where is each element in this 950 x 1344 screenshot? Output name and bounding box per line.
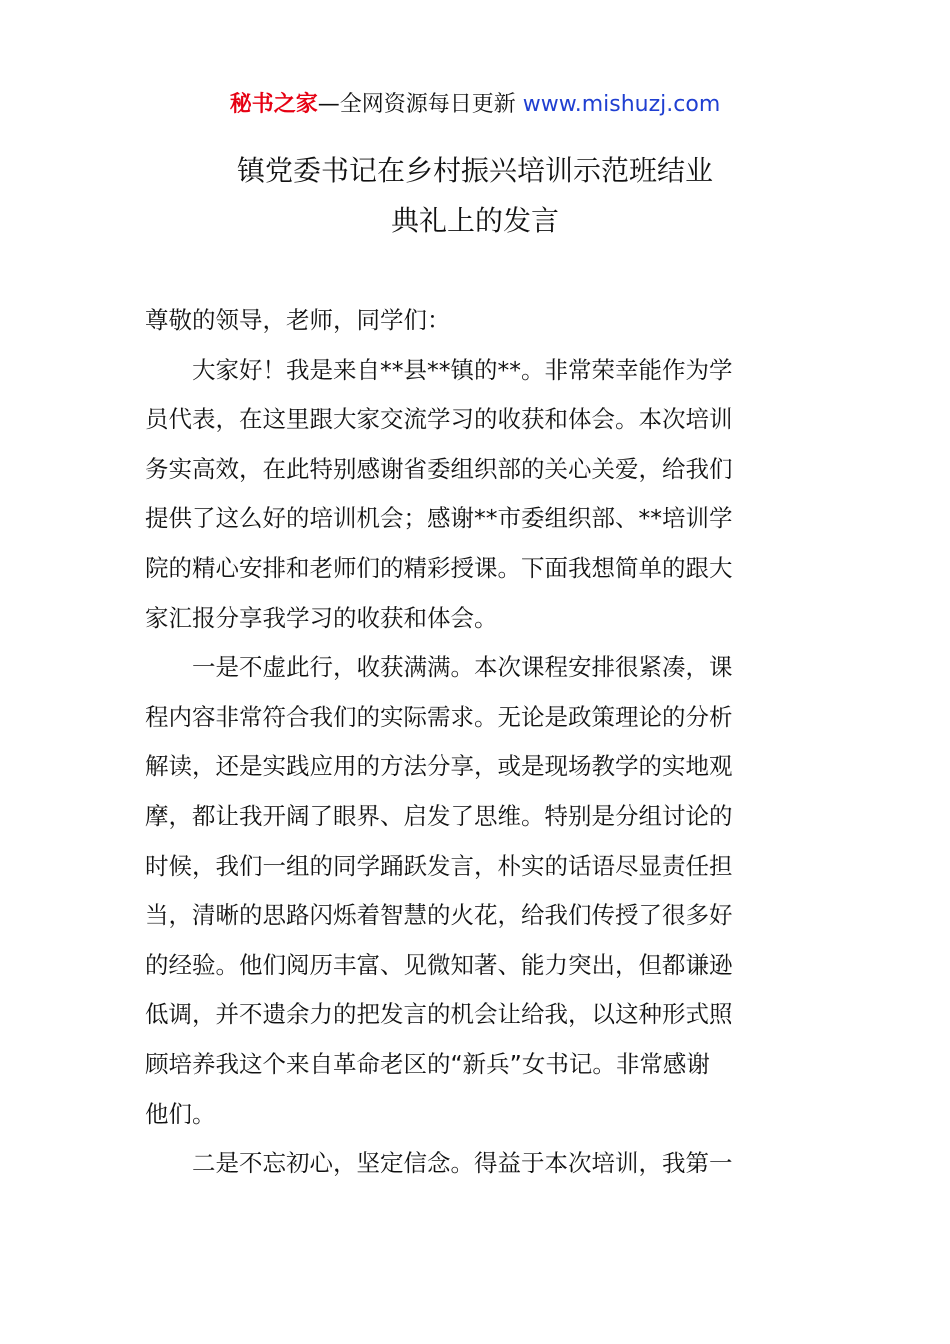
header-tagline: —全网资源每日更新 — [317, 92, 516, 117]
text-line: 务实高效，在此特别感谢省委组织部的关心关爱，给我们 — [145, 454, 733, 483]
text-line: 的经验。他们阅历丰富、见微知著、能力突出，但都谦逊 — [145, 950, 733, 979]
text-line: 摩，都让我开阔了眼界、启发了思维。特别是分组讨论的 — [145, 801, 733, 830]
text-line: 二是不忘初心，坚定信念。得益于本次培训，我第一 — [145, 1149, 733, 1178]
text-line: 顾培养我这个来自革命老区的“新兵”女书记。非常感谢 — [145, 1049, 710, 1078]
text-line: 时候，我们一组的同学踊跃发言，朴实的话语尽显责任担 — [145, 851, 733, 880]
site-header — [0, 88, 950, 122]
text-line: 大家好！我是来自**县**镇的**。非常荣幸能作为学 — [145, 355, 733, 384]
text-line: 提供了这么好的培训机会；感谢**市委组织部、**培训学 — [145, 504, 733, 533]
title-line-2: 典礼上的发言 — [390, 204, 559, 237]
paragraph-1 — [145, 346, 810, 644]
brand-name: 秘书之家 — [229, 92, 318, 117]
site-url-link[interactable]: www.mishuzj.com — [522, 92, 721, 117]
paragraph-3 — [145, 1139, 810, 1189]
text-line: 家汇报分享我学习的收获和体会。 — [145, 603, 498, 632]
title-line-1: 镇党委书记在乡村振兴培训示范班结业 — [236, 154, 713, 187]
text-line: 低调，并不遗余力的把发言的机会让给我，以这种形式照 — [145, 1000, 733, 1029]
paragraph-2 — [145, 643, 810, 1139]
text-line: 他们。 — [145, 1099, 216, 1128]
text-line: 程内容非常符合我们的实际需求。无论是政策理论的分析 — [145, 702, 733, 731]
salutation: 尊敬的领导，老师，同学们： — [145, 306, 451, 334]
document-body — [145, 296, 810, 1189]
text-line: 员代表，在这里跟大家交流学习的收获和体会。本次培训 — [145, 405, 733, 434]
text-line: 解读，还是实践应用的方法分享，或是现场教学的实地观 — [145, 752, 733, 781]
text-line: 一是不虚此行，收获满满。本次课程安排很紧凑，课 — [145, 653, 733, 682]
text-line: 院的精心安排和老师们的精彩授课。下面我想简单的跟大 — [145, 553, 733, 582]
document-title — [0, 146, 950, 246]
text-line: 当，清晰的思路闪烁着智慧的火花，给我们传授了很多好 — [145, 901, 733, 930]
